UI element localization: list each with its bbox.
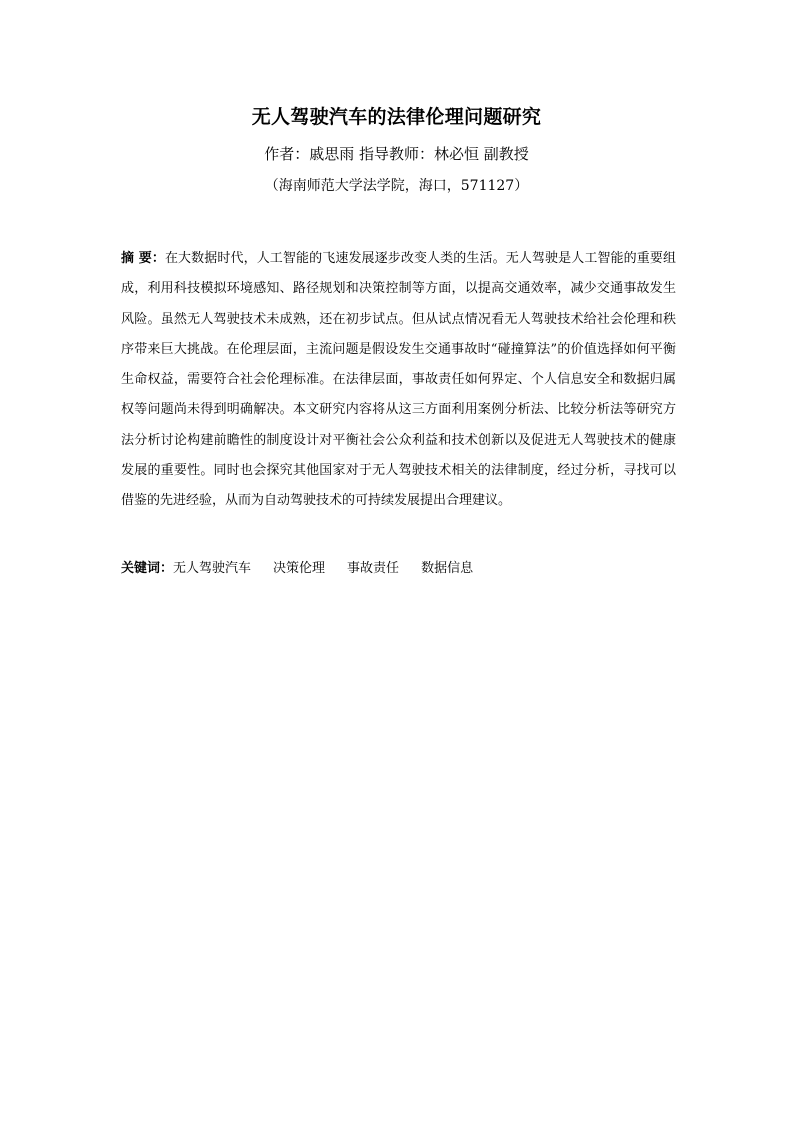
abstract-paragraph xyxy=(121,244,676,517)
keyword-item: 数据信息 xyxy=(421,561,474,576)
keyword-item: 决策伦理 xyxy=(273,561,326,576)
abstract-text: 在大数据时代，人工智能的飞速发展逐步改变人类的生活。无人驾驶是人工智能的重要组成，利用科技模拟环境感知、路径规划和决策控制等方面，以提高交通效率，减少交通事故发生风险。虽然无人驾驶技术未成熟，还在初步试点。但从试点情况看无人驾驶技术给社会伦理和秩序带来巨大挑战。在伦理层面，主流问题是假设发生交通事故时“碰撞算法”的价值选择如何平衡生命权益，需要符合社会伦理标准。在法律层面，事故责任如何界定、个人信息安全和数据归属权等问题尚未得到明确解决。本文研究内容将从这三方面利用案例分析法、比较分析法等研究方法分析讨论构建前瞻性的制度设计对平衡社会公众利益和技术创新以及促进无人驾驶技术的健康发展的重要性。同时也会探究其他国家对于无人驾驶技术相关的法律制度，经过分析，寻找可以借鉴的先进经验，从而为自动驾驶技术的可持续发展提出合理建议。 xyxy=(121,251,676,509)
keywords-line xyxy=(121,557,495,576)
abstract-label: 摘 要： xyxy=(121,251,165,266)
keywords-label: 关键词： xyxy=(121,561,174,576)
author-line: 作者：戚思雨 指导教师：林必恒 副教授 xyxy=(264,145,529,163)
paper-title: 无人驾驶汽车的法律伦理问题研究 xyxy=(251,106,542,128)
keyword-item: 无人驾驶汽车 xyxy=(173,561,252,576)
keyword-item: 事故责任 xyxy=(347,561,400,576)
affiliation-line: （海南师范大学法学院，海口，571127） xyxy=(264,178,529,194)
